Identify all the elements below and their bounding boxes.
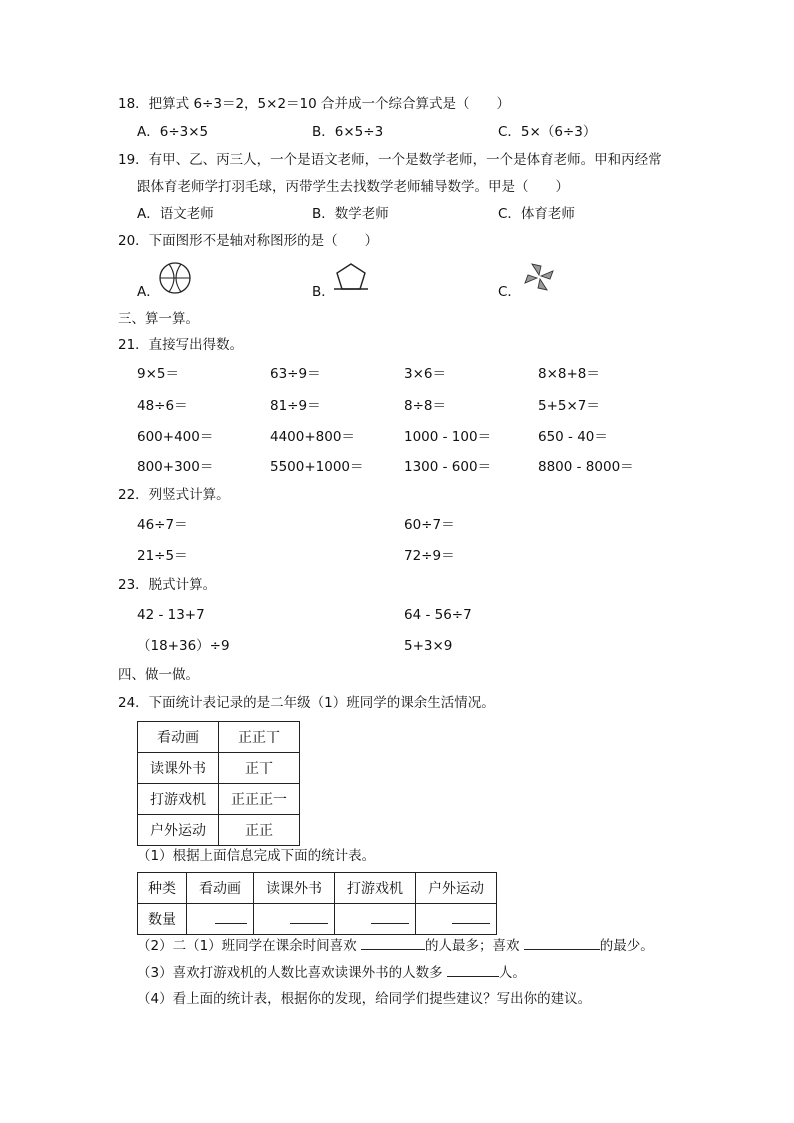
q24-sub4: （4）看上面的统计表，根据你的发现，给同学们提些建议？写出你的建议。	[137, 991, 592, 1007]
q24-sub2-part2: 的人最多；喜欢	[424, 938, 524, 954]
section-heading: 三、算一算。	[118, 311, 199, 327]
q21-r2c1: 4400+800＝	[270, 429, 355, 445]
q21-r1c2: 8÷8＝	[404, 398, 446, 414]
q21-r2c3: 650 - 40＝	[538, 429, 608, 445]
q21-r3c3: 8800 - 8000＝	[538, 459, 634, 475]
q19-option-b[interactable]: B．数学老师	[312, 206, 389, 222]
stat-header: 打游戏机	[335, 873, 416, 904]
q20-option-c[interactable]: C．	[498, 284, 521, 300]
q21-r3c0: 800+300＝	[137, 459, 214, 475]
q20-stem: 20．下面图形不是轴对称图形的是（ ）	[118, 233, 379, 249]
tally-activity: 户外运动	[138, 815, 219, 846]
circle-figure-icon	[157, 260, 193, 296]
q23-stem: 23．脱式计算。	[118, 577, 217, 593]
q21-r0c0: 9×5＝	[137, 366, 179, 382]
answer-blank[interactable]	[416, 904, 497, 935]
q18-option-c[interactable]: C．5×（6÷3）	[498, 124, 597, 140]
q19-option-a[interactable]: A．语文老师	[137, 206, 214, 222]
answer-blank[interactable]	[254, 904, 335, 935]
q24-sub3	[137, 962, 526, 983]
tally-activity: 看动画	[138, 722, 219, 753]
stat-header: 看动画	[187, 873, 254, 904]
q21-stem: 21．直接写出得数。	[118, 337, 244, 353]
q18-option-b[interactable]: B．6×5÷3	[312, 124, 384, 140]
pinwheel-figure-icon	[520, 260, 558, 294]
answer-blank[interactable]	[447, 962, 499, 977]
q21-r1c1: 81÷9＝	[270, 398, 321, 414]
tally-activity: 打游戏机	[138, 784, 219, 815]
q23-item-3: （18+36）÷9	[137, 638, 230, 654]
q21-r1c3: 5+5×7＝	[538, 398, 600, 414]
q18-stem: 18．把算式 6÷3＝2，5×2＝10 合并成一个综合算式是（ ）	[118, 96, 511, 112]
q22-item-1: 46÷7＝	[137, 517, 188, 533]
pentagon-figure-icon	[331, 260, 371, 294]
tally-marks: 正正	[219, 815, 300, 846]
table-row	[138, 753, 300, 784]
q24-sub3-part2: 人。	[498, 965, 526, 981]
q21-r2c2: 1000 - 100＝	[404, 429, 492, 445]
tally-marks: 正正正一	[219, 784, 300, 815]
q21-r0c3: 8×8+8＝	[538, 366, 600, 382]
table-row	[138, 873, 497, 904]
q24-sub3-part1: （3）喜欢打游戏机的人数比喜欢读课外书的人数多	[137, 965, 447, 981]
q20-option-a[interactable]: A．	[137, 284, 160, 300]
q20-option-b[interactable]: B．	[312, 284, 335, 300]
tally-marks: 正正丅	[219, 722, 300, 753]
stat-header: 户外运动	[416, 873, 497, 904]
q24-sub2-part3: 的最少。	[599, 938, 654, 954]
q21-r3c1: 5500+1000＝	[270, 459, 364, 475]
q24-stem: 24．下面统计表记录的是二年级（1）班同学的课余生活情况。	[118, 695, 495, 711]
q23-item-4: 5+3×9	[404, 638, 453, 654]
q19-stem-line2: 跟体育老师学打羽毛球，丙带学生去找数学老师辅导数学。甲是（ ）	[137, 179, 569, 195]
answer-blank[interactable]	[187, 904, 254, 935]
q19-option-c[interactable]: C．体育老师	[498, 206, 575, 222]
section-heading: 四、做一做。	[118, 667, 199, 683]
q19-stem-line1: 19．有甲、乙、丙三人，一个是语文老师，一个是数学老师，一个是体育老师。甲和丙经常	[118, 152, 662, 168]
q18-option-a[interactable]: A．6÷3×5	[137, 124, 209, 140]
stat-table	[137, 872, 497, 935]
q24-sub2	[137, 935, 654, 956]
q24-sub2-part1: （2）二（1）班同学在课余时间喜欢	[137, 938, 361, 954]
q22-item-2: 60÷7＝	[404, 517, 455, 533]
q21-r0c2: 3×6＝	[404, 366, 446, 382]
q22-item-3: 21÷5＝	[137, 548, 188, 564]
stat-row-label: 数量	[138, 904, 187, 935]
table-row	[138, 784, 300, 815]
answer-blank[interactable]	[361, 935, 425, 950]
answer-blank[interactable]	[524, 935, 600, 950]
q21-r3c2: 1300 - 600＝	[404, 459, 492, 475]
q22-item-4: 72÷9＝	[404, 548, 455, 564]
q23-item-2: 64 - 56÷7	[404, 607, 472, 623]
table-row	[138, 815, 300, 846]
tally-marks: 正丅	[219, 753, 300, 784]
q21-r1c0: 48÷6＝	[137, 398, 188, 414]
table-row	[138, 904, 497, 935]
answer-blank[interactable]	[335, 904, 416, 935]
tally-activity: 读课外书	[138, 753, 219, 784]
q21-r2c0: 600+400＝	[137, 429, 214, 445]
stat-header: 读课外书	[254, 873, 335, 904]
table-row	[138, 722, 300, 753]
q21-r0c1: 63÷9＝	[270, 366, 321, 382]
q24-sub1: （1）根据上面信息完成下面的统计表。	[137, 848, 376, 864]
q23-item-1: 42 - 13+7	[137, 607, 205, 623]
tally-table	[137, 721, 300, 846]
q22-stem: 22．列竖式计算。	[118, 487, 230, 503]
stat-header: 种类	[138, 873, 187, 904]
